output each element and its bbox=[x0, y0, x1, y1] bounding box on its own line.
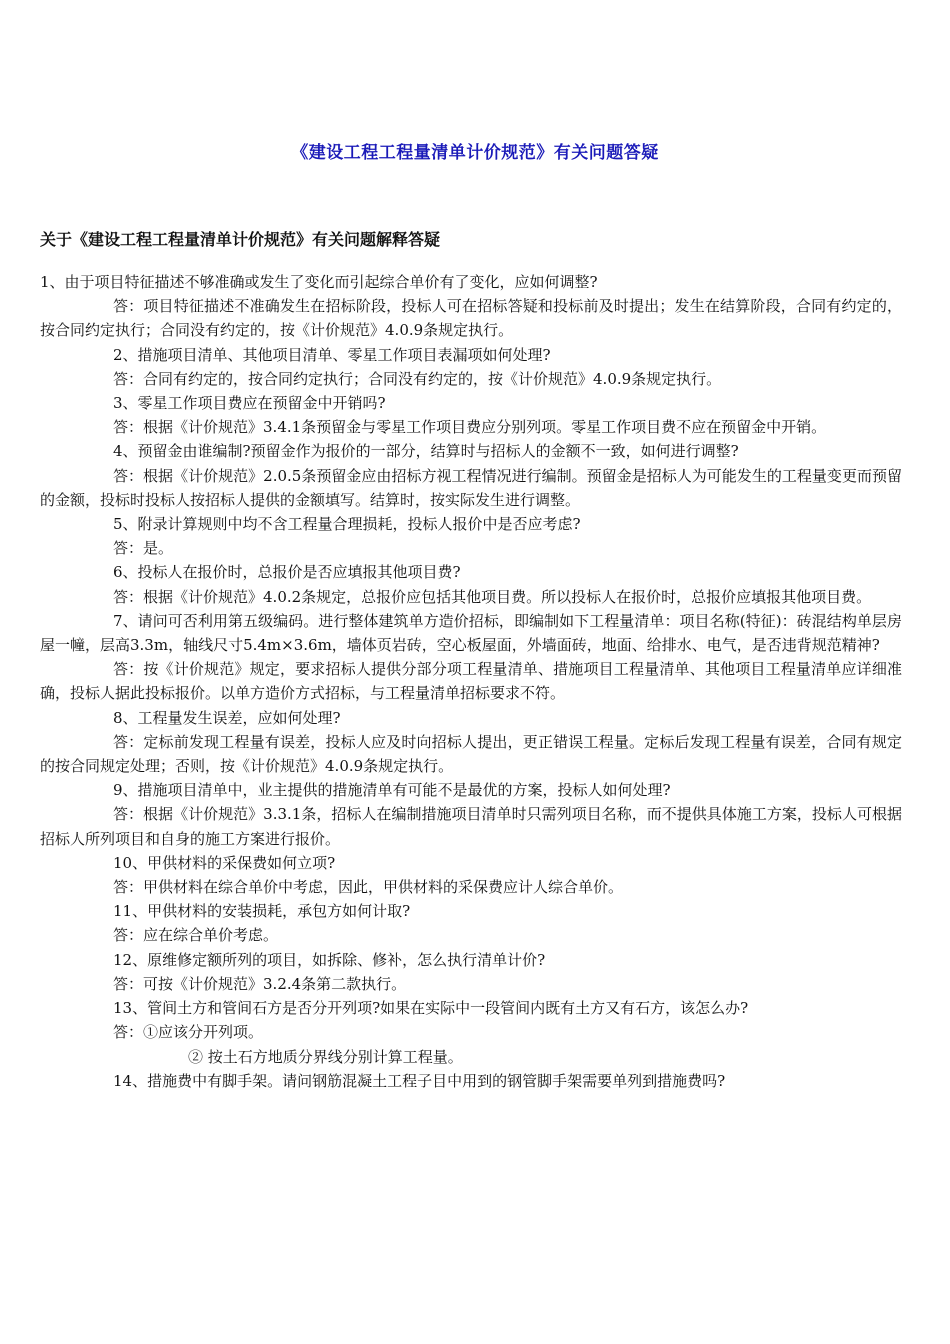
paragraph: 13、管间土方和管间石方是否分开列项?如果在实际中一段管间内既有土方又有石方，该怎么办? bbox=[113, 999, 749, 1018]
paragraph: 答：①应该分开列项。 bbox=[113, 1023, 264, 1042]
paragraph: 答：根据《计价规范》3.4.1条预留金与零星工作项目费应分别列项。零星工作项目费不应在预留金中开销。 bbox=[113, 418, 827, 437]
paragraph: 答：根据《计价规范》3.3.1条，招标人在编制措施项目清单时只需列项目名称，而不提供具体施工方案，投标人可根据招标人所列项目和自身的施工方案进行报价。 bbox=[40, 805, 902, 848]
paragraph: ② 按土石方地质分界线分别计算工程量。 bbox=[188, 1047, 463, 1066]
paragraph: 3、零星工作项目费应在预留金中开销吗? bbox=[113, 394, 386, 413]
paragraph: 4、预留金由谁编制?预留金作为报价的一部分，结算时与招标人的金额不一致，如何进行调整? bbox=[113, 442, 739, 461]
paragraph: 答：根据《计价规范》4.0.2条规定，总报价应包括其他项目费。所以投标人在报价时，总报价应填报其他项目费。 bbox=[113, 587, 872, 606]
paragraph: 8、工程量发生误差，应如何处理? bbox=[113, 708, 341, 727]
paragraph: 答：根据《计价规范》2.0.5条预留金应由招标方视工程情况进行编制。预留金是招标人为可能发生的工程量变更而预留的金额，投标时投标人按招标人提供的金额填写。结算时，按实际发生进行调整。 bbox=[40, 466, 902, 509]
paragraph: 答：项目特征描述不准确发生在招标阶段，投标人可在招标答疑和投标前及时提出；发生在结算阶段，合同有约定的，按合同约定执行；合同没有约定的，按《计价规范》4.0.9条规定执行。 bbox=[40, 297, 902, 340]
paragraph: 答：按《计价规范》规定，要求招标人提供分部分项工程量清单、措施项目工程量清单、其他项目工程量清单应详细准确，投标人据此投标报价。以单方造价方式招标，与工程量清单招标要求不符。 bbox=[40, 660, 902, 703]
paragraph: 答：定标前发现工程量有误差，投标人应及时向招标人提出，更正错误工程量。定标后发现工程量有误差，合同有规定的按合同规定处理；否则，按《计价规范》4.0.9条规定执行。 bbox=[40, 732, 902, 776]
paragraph: 11、甲供材料的安装损耗，承包方如何计取? bbox=[113, 902, 411, 921]
paragraph: 1、由于项目特征描述不够准确或发生了变化而引起综合单价有了变化，应如何调整? bbox=[40, 273, 598, 291]
paragraph: 答：应在综合单价考虑。 bbox=[113, 926, 279, 945]
paragraph: 5、附录计算规则中均不含工程量合理损耗，投标人报价中是否应考虑? bbox=[113, 515, 581, 534]
paragraph: 9、措施项目清单中，业主提供的措施清单有可能不是最优的方案，投标人如何处理? bbox=[113, 781, 671, 800]
paragraph: 7、请问可否利用第五级编码。进行整体建筑单方造价招标，即编制如下工程量清单：项目名称(特征)：砖混结构单层房屋一幢，层高3.3m，轴线尺寸5.4m×3.6m，墙体页岩砖，空心板屋面，外墙面砖，地面、给排水、电气，是否违背规范精神? bbox=[40, 611, 902, 655]
paragraph: 答：可按《计价规范》3.2.4条第二款执行。 bbox=[113, 974, 407, 993]
page-title: 《建设工程工程量清单计价规范》有关问题答疑 bbox=[291, 143, 659, 163]
paragraph: 答：是。 bbox=[113, 539, 174, 558]
paragraph: 14、措施费中有脚手架。请问钢筋混凝土工程子目中用到的钢管脚手架需要单列到措施费吗? bbox=[113, 1071, 726, 1090]
paragraph: 2、措施项目清单、其他项目清单、零星工作项目表漏项如何处理? bbox=[113, 345, 551, 364]
document-body bbox=[40, 270, 902, 1093]
paragraph: 答：甲供材料在综合单价中考虑，因此，甲供材料的采保费应计人综合单价。 bbox=[113, 878, 624, 897]
document-subtitle: 关于《建设工程工程量清单计价规范》有关问题解释答疑 bbox=[40, 230, 441, 249]
paragraph: 10、甲供材料的采保费如何立项? bbox=[113, 853, 336, 872]
paragraph: 12、原维修定额所列的项目，如拆除、修补，怎么执行清单计价? bbox=[113, 950, 546, 969]
paragraph: 6、投标人在报价时，总报价是否应填报其他项目费? bbox=[113, 563, 461, 582]
paragraph: 答：合同有约定的，按合同约定执行；合同没有约定的，按《计价规范》4.0.9条规定执行。 bbox=[113, 369, 722, 388]
